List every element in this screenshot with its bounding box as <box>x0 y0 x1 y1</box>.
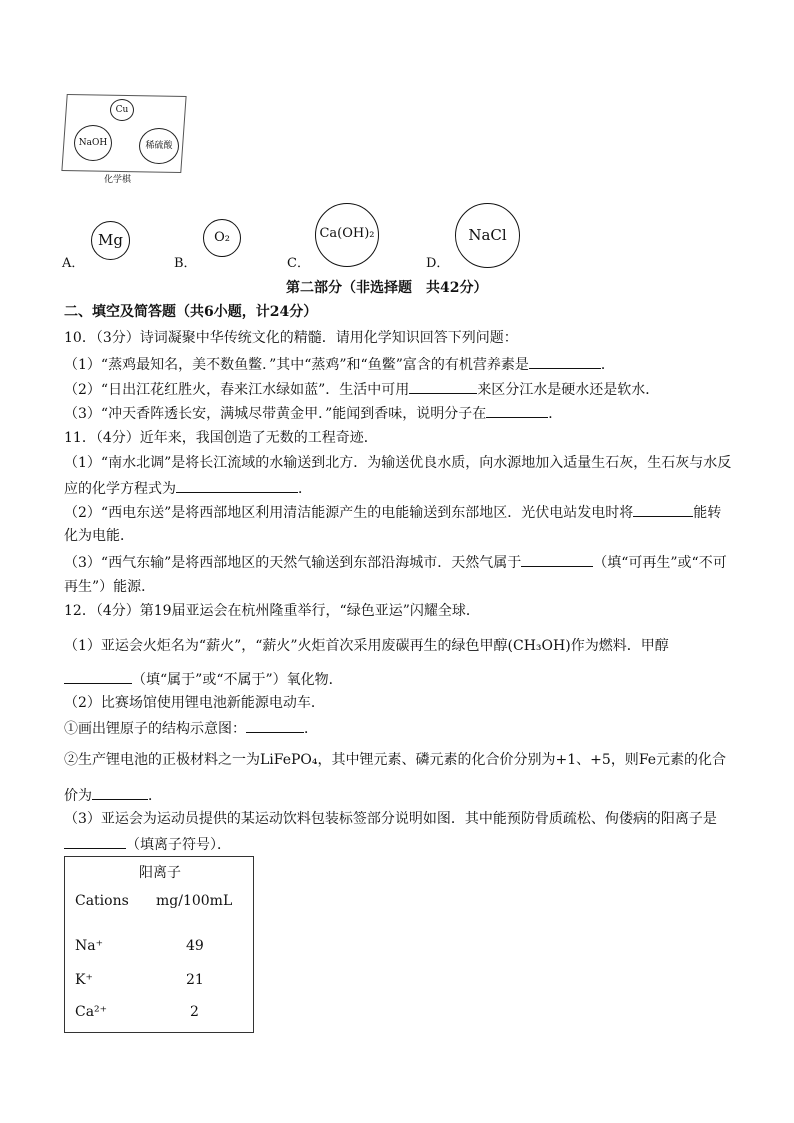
q11-sub3-line1 <box>64 552 727 573</box>
q12-sub2-2-line2 <box>64 785 162 806</box>
answer-blank[interactable] <box>409 379 477 394</box>
answer-blank[interactable] <box>92 785 148 800</box>
q11-sub1-line2 <box>64 478 312 499</box>
q11-sub3-text: （3）“西气东输”是将西部地区的天然气输送到东部沿海城市．天然气属于 <box>64 555 522 571</box>
answer-blank[interactable] <box>64 834 126 849</box>
fe-symbol: Fe <box>638 752 657 768</box>
answer-blank[interactable] <box>176 478 298 493</box>
answer-blank[interactable] <box>246 718 304 733</box>
option-d-circle: NaCl <box>455 203 520 268</box>
q10-sub2 <box>64 379 659 400</box>
q10-stem: 10．（3分）诗词凝聚中华传统文化的精髓．请用化学知识回答下列问题： <box>64 330 518 346</box>
q10-sub1-text: （1）“蒸鸡最知名，美不数鱼鳖．”其中“蒸鸡”和“鱼鳖”富含的有机营养素是 <box>64 357 529 373</box>
valence-values: +1、+5 <box>555 752 611 768</box>
q12-sub1-line1 <box>64 636 669 656</box>
answer-blank[interactable] <box>486 403 548 418</box>
table-row-value: 49 <box>186 938 204 954</box>
table-title: 阳离子 <box>139 865 181 881</box>
q12-sub2-2-text: ②生产锂电池的正极材料之一为 <box>64 752 260 768</box>
q12-sub2-2-mid: ，其中锂元素、磷元素的化合价分别为 <box>317 752 556 768</box>
option-a-letter: A． <box>62 256 85 271</box>
table-row-ion: Na⁺ <box>75 938 103 954</box>
piece-cu: Cu <box>110 99 134 121</box>
section-title: 二、填空及简答题（共6小题，计24分） <box>64 304 318 320</box>
q11-sub3-mid: （填“可再生”或“不可 <box>593 555 727 571</box>
q11-sub3-line2: 再生”）能源． <box>64 579 156 595</box>
table-col-cations: Cations <box>75 893 129 909</box>
answer-blank[interactable] <box>633 502 693 517</box>
q12-sub2: （2）比赛场馆使用锂电池新能源电动车． <box>64 695 325 711</box>
q12-sub2-2-tail: 元素的化合 <box>656 752 727 768</box>
q10-sub3-end: ． <box>548 406 563 422</box>
answer-blank[interactable] <box>521 552 593 567</box>
q12-sub3-line2 <box>64 834 231 855</box>
table-col-unit: mg/100mL <box>156 893 233 909</box>
answer-blank[interactable] <box>64 669 132 684</box>
q10-sub2-text: （2）“日出江花红胜火，春来江水绿如蓝”．生活中可用 <box>64 382 410 398</box>
option-a-circle: Mg <box>91 221 130 260</box>
methanol-formula: (CH₃OH) <box>507 638 571 654</box>
table-row-value: 21 <box>186 972 204 988</box>
q11-sub2-mid: 能转 <box>693 505 722 521</box>
piece-sulfuric-acid: 稀硫酸 <box>139 128 179 164</box>
q12-sub2-1-end: ． <box>304 721 318 737</box>
q12-sub2-2-line1 <box>64 750 726 770</box>
table-row-ion: Ca²⁺ <box>75 1004 108 1020</box>
option-c-circle: Ca(OH)₂ <box>315 203 379 267</box>
lifepo4-formula: LiFePO₄ <box>260 752 318 768</box>
option-c-letter: C． <box>287 256 310 271</box>
q12-sub2-2-end: ． <box>148 788 162 804</box>
part-title: 第二部分（非选择题 共42分） <box>286 280 488 296</box>
q12-sub1-line2 <box>64 669 343 690</box>
q12-stem: 12．（4分）第19届亚运会在杭州隆重举行，“绿色亚运”闪耀全球． <box>64 603 480 619</box>
q11-sub1-text: 应的化学方程式为 <box>64 481 176 497</box>
q12-sub2-2-then: ，则 <box>610 752 639 768</box>
option-b-circle: O₂ <box>203 219 241 257</box>
q12-sub3-end: （填离子符号）． <box>126 837 231 853</box>
q12-sub1-mid: 作为燃料．甲醇 <box>570 638 669 654</box>
q10-sub3-text: （3）“冲天香阵透长安，满城尽带黄金甲．”能闻到香味，说明分子在 <box>64 406 487 422</box>
figure-caption: 化学棋 <box>104 175 132 185</box>
q11-sub2-line2: 化为电能． <box>64 528 134 544</box>
option-b-letter: B． <box>174 256 197 271</box>
q11-sub1-end: ． <box>298 481 312 497</box>
q12-sub1-text: （1）亚运会火炬名为“薪火”，“薪火”火炬首次采用废碳再生的绿色甲醇 <box>64 638 508 654</box>
q11-sub2-text: （2）“西电东送”是将西部地区利用清洁能源产生的电能输送到东部地区．光伏电站发电时将 <box>64 505 634 521</box>
q11-sub1-line1: （1）“南水北调”是将长江流域的水输送到北方．为输送优良水质，向水源地加入适量生石灰，生石灰与水反 <box>64 455 732 471</box>
q10-sub1-end: ． <box>600 357 615 373</box>
q11-sub2-line1 <box>64 502 721 523</box>
q12-sub1-end: （填“属于”或“不属于”）氧化物． <box>132 672 343 688</box>
answer-blank[interactable] <box>529 354 601 369</box>
option-d-letter: D． <box>426 256 450 271</box>
table-row-ion: K⁺ <box>75 972 93 988</box>
q11-stem: 11．（4分）近年来，我国创造了无数的工程奇迹． <box>64 430 378 446</box>
q10-sub1 <box>64 354 615 375</box>
piece-naoh: NaOH <box>74 125 112 161</box>
q12-sub2-1 <box>64 718 318 739</box>
q10-sub2-end: 来区分江水是硬水还是软水． <box>477 382 660 398</box>
table-row-value: 2 <box>190 1004 199 1020</box>
q10-sub3 <box>64 403 562 424</box>
q12-sub2-1-text: ①画出锂原子的结构示意图： <box>64 721 246 737</box>
q12-sub2-2-line2-text: 价为 <box>64 788 92 804</box>
q12-sub3-line1: （3）亚运会为运动员提供的某运动饮料包装标签部分说明如图．其中能预防骨质疏松、佝偻病的阳离子是 <box>64 811 717 827</box>
